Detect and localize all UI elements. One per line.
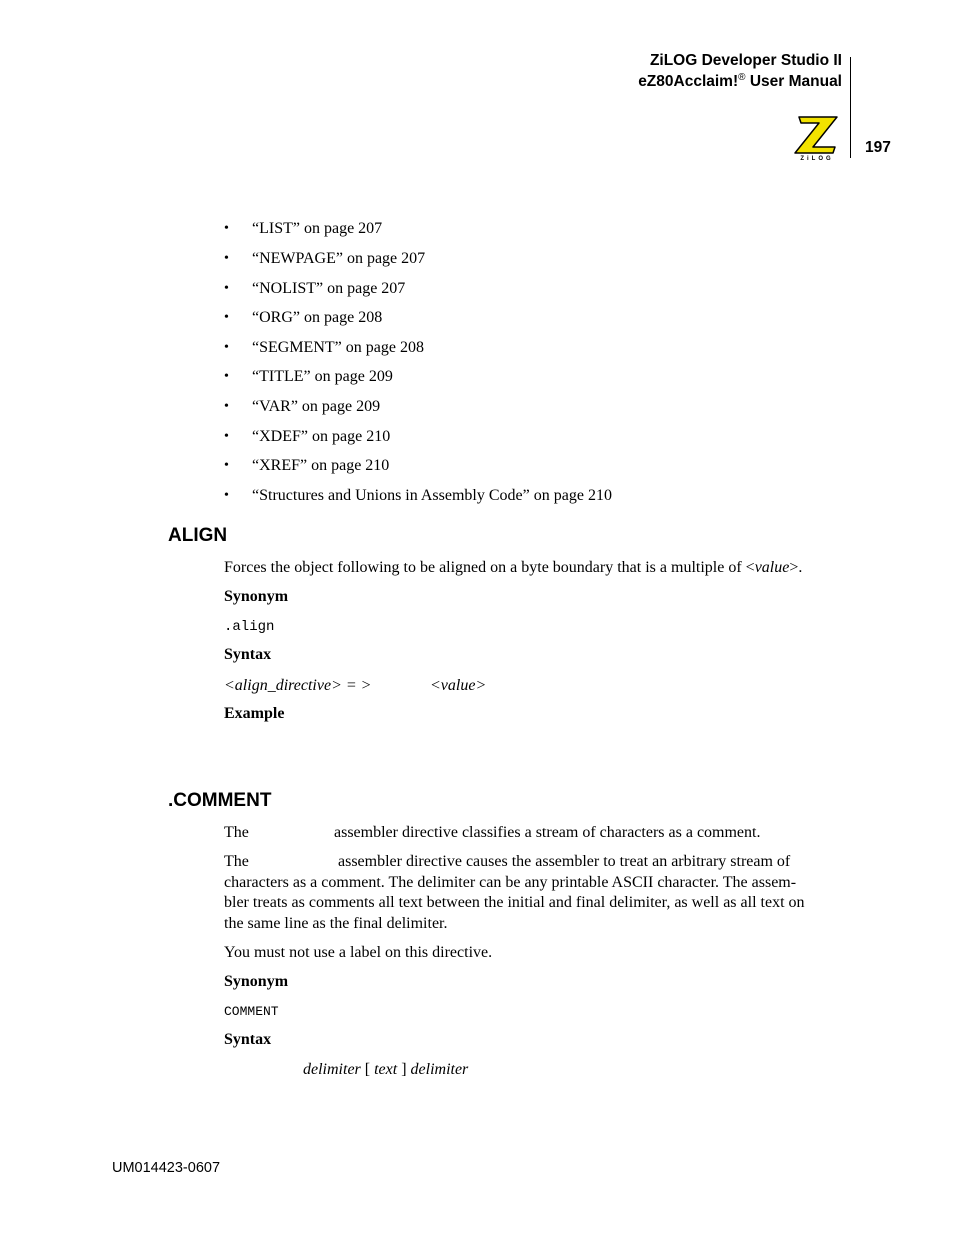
registered-mark: ® bbox=[738, 72, 746, 83]
align-syntax-label: Syntax bbox=[224, 646, 272, 663]
list-item-text: “XDEF” on page 210 bbox=[252, 428, 391, 445]
comment-label-note: You must not use a label on this directive. bbox=[224, 944, 493, 961]
align-syntax-value: <value> bbox=[430, 677, 487, 694]
comment-para2-line4: the same line as the final delimiter. bbox=[224, 915, 448, 932]
section-heading-align: ALIGN bbox=[168, 525, 228, 546]
list-item-text: “NOLIST” on page 207 bbox=[252, 280, 406, 297]
comment-synonym-value: COMMENT bbox=[224, 1004, 279, 1019]
bullet-glyph: • bbox=[224, 251, 229, 266]
header-title-line1: ZiLOG Developer Studio II bbox=[649, 52, 842, 69]
comment-para2-line2: characters as a comment. The delimiter can be any printable ASCII character. The assem- bbox=[224, 874, 797, 891]
bullet-glyph: • bbox=[224, 369, 229, 384]
align-description bbox=[224, 558, 802, 579]
header-title-line2 bbox=[638, 72, 842, 91]
comment-syntax-line bbox=[303, 1060, 468, 1081]
align-synonym-label: Synonym bbox=[224, 588, 289, 605]
bullet-glyph: • bbox=[224, 281, 229, 296]
comment-para2-line3: bler treats as comments all text between the initial and final delimiter, as well as all text on bbox=[224, 894, 805, 911]
comment-para2-word: The bbox=[224, 853, 249, 870]
comment-syntax-label: Syntax bbox=[224, 1031, 272, 1048]
align-desc-text: Forces the object following to be aligned on a byte boundary that is a multiple of < bbox=[224, 559, 755, 576]
bullet-glyph: • bbox=[224, 340, 229, 355]
comment-syntax-text: text bbox=[374, 1061, 398, 1078]
page-number: 197 bbox=[865, 139, 891, 156]
align-syntax-left bbox=[224, 676, 371, 697]
list-item-text: “TITLE” on page 209 bbox=[252, 368, 393, 385]
list-item-text: “Structures and Unions in Assembly Code” on page 210 bbox=[252, 487, 612, 504]
bullet-glyph: • bbox=[224, 488, 229, 503]
bullet-glyph: • bbox=[224, 399, 229, 414]
comment-syntax-delim2: delimiter bbox=[410, 1061, 469, 1078]
align-synonym-value: .align bbox=[224, 619, 275, 635]
section-heading-comment: .COMMENT bbox=[168, 790, 272, 811]
comment-line1-word: The bbox=[224, 824, 249, 841]
list-item-text: “VAR” on page 209 bbox=[252, 398, 381, 415]
align-syntax-right bbox=[430, 676, 486, 697]
bullet-glyph: • bbox=[224, 429, 229, 444]
align-syntax-directive: <align_directive> = > bbox=[224, 677, 372, 694]
list-item-text: “NEWPAGE” on page 207 bbox=[252, 250, 426, 267]
align-desc-value: value bbox=[754, 559, 790, 576]
header-product-name: eZ80Acclaim! bbox=[638, 73, 739, 91]
logo-wordmark: ZiLOG bbox=[800, 156, 834, 161]
list-item-text: “SEGMENT” on page 208 bbox=[252, 339, 424, 356]
comment-para2-line1: assembler directive causes the assembler to treat an arbitrary stream of bbox=[338, 853, 791, 870]
comment-syntax-close: ] bbox=[397, 1061, 411, 1078]
comment-syntax-delim1: delimiter bbox=[303, 1061, 361, 1078]
comment-line1-rest: assembler directive classifies a stream of characters as a comment. bbox=[334, 824, 761, 841]
bullet-glyph: • bbox=[224, 221, 229, 236]
header-vertical-rule bbox=[850, 57, 851, 158]
align-example-label: Example bbox=[224, 705, 285, 722]
zilog-logo bbox=[793, 113, 841, 161]
footer-doc-id: UM014423-0607 bbox=[112, 1160, 221, 1176]
comment-synonym-label: Synonym bbox=[224, 973, 289, 990]
bullet-glyph: • bbox=[224, 310, 229, 325]
align-desc-end: >. bbox=[789, 559, 803, 576]
list-item-text: “ORG” on page 208 bbox=[252, 309, 383, 326]
comment-syntax-open: [ bbox=[360, 1061, 375, 1078]
bullet-glyph: • bbox=[224, 458, 229, 473]
header-manual-name: User Manual bbox=[745, 73, 842, 91]
list-item-text: “LIST” on page 207 bbox=[252, 220, 383, 237]
list-item-text: “XREF” on page 210 bbox=[252, 457, 390, 474]
